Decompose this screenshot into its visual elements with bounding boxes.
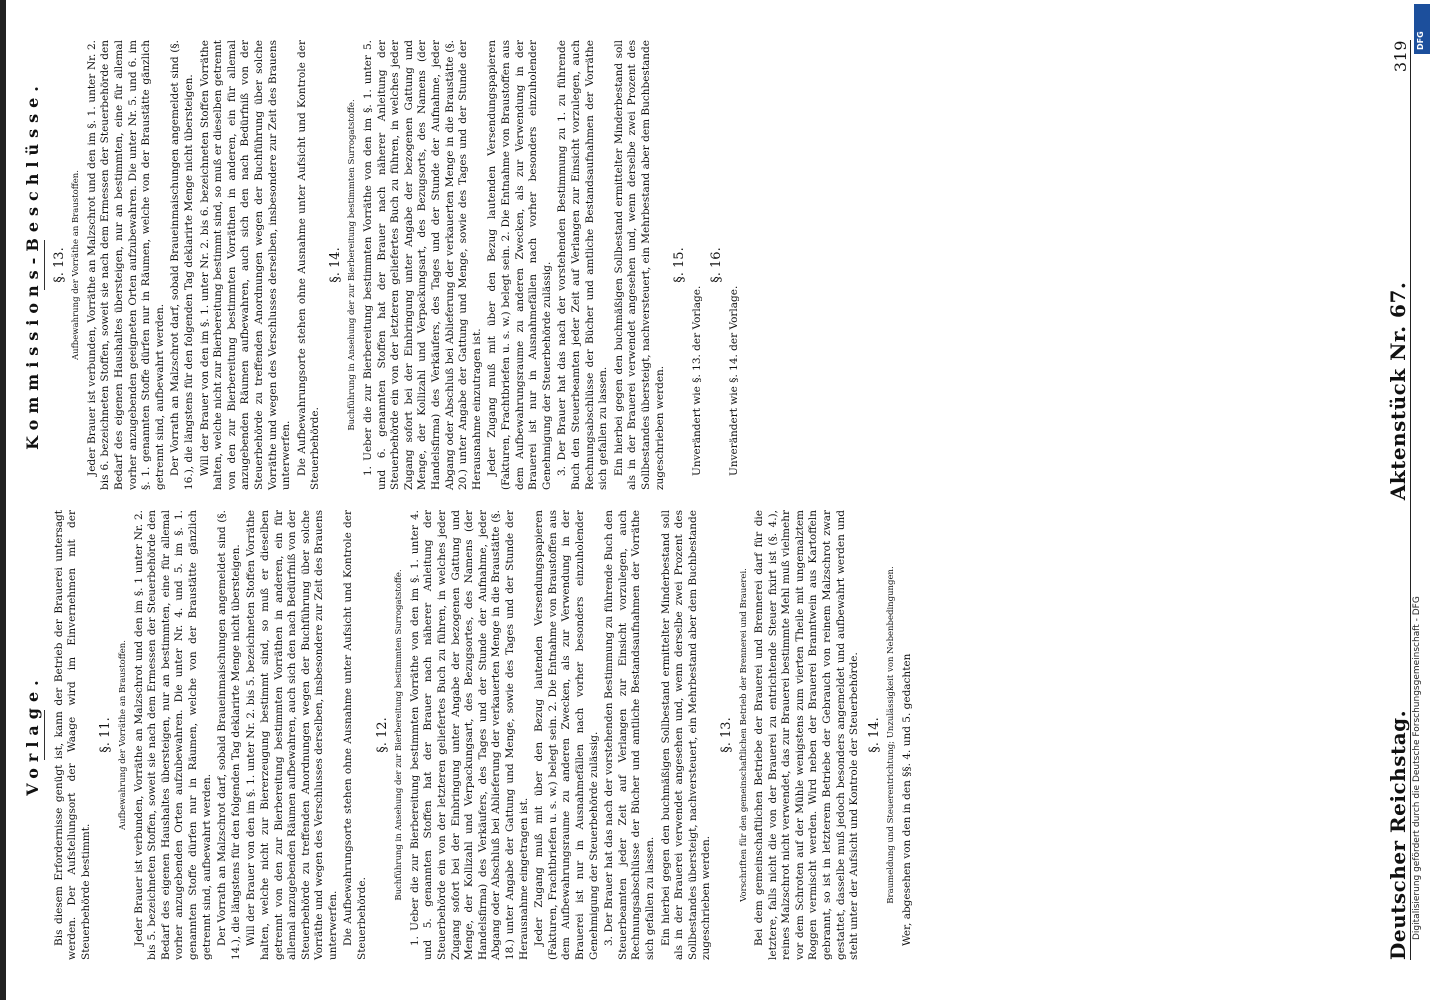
paragraph: Die Aufbewahrungsorte stehen ohne Ausnahme unter Aufsicht und Kontrole der Steuerbehörde. [295, 40, 322, 490]
divider [44, 240, 45, 290]
section-title: §. 15. [672, 247, 688, 283]
paragraph: Ein hierbei gegen den buchmäßigen Sollbestand ermittelter Minderbestand soll als in der Brauerei verwendet angesehen und, wenn derselbe zwei Prozent des Sollbestandes übersteigt, nachversteuert, ein Mehrbestand aber dem Buchbestande zugeschrieben werden. [612, 40, 666, 490]
section-title: §. 11. [98, 717, 114, 753]
vorlage-intro: Bis diesem Erfordernisse genügt ist, kann der Betrieb der Brauerei untersagt werden. Der Aufstellungsort der Waage wird im Einvernehmen mit der Steuerbehörde bestimmt. [52, 510, 92, 960]
paragraph: Der Vorrath an Malzschrot darf, sobald Braueinmaischungen angemeldet sind (§. 16.), die längstens für den folgenden Tag deklarirte Menge nicht übersteigen. [169, 40, 195, 490]
section-subtitle: Vorschriften für den gemeinschaftlichen Betrieb der Brennerei und Brauerei. [738, 568, 749, 902]
vorlage-column [20, 510, 917, 960]
section-subtitle: Braumeldung und Steuerentrichtung; Unzulässigkeit von Nebenbedingungen. [886, 566, 897, 904]
paragraph: 3. Der Brauer hat das nach der vorstehenden Bestimmung zu führende Buch den Steuerbeamten jeder Zeit auf Verlangen zur Einsicht vorzulegen, auch Rechnungsabschlüsse der Bücher und amtliche Bestandsaufnahmen der Vorräthe sich gefallen zu lassen. [603, 510, 656, 960]
paragraph: 1. Ueber die zur Bierbereitung bestimmten Vorräthe von den im §. 1. unter 5. und 6. genannten Stoffen hat der Brauer nach näherer Anleitung der Steuerbehörde ein von der letzteren geliefertes Buch zu führen, in welches jeder Zugang sofort bei der Einbringung unter Angabe der bezogenen Gattung und Menge, der Kollizahl und Verpackungsart, des Bezugsorts, des Namens (der Handelsfirma) des Verkäufers, des Tages und der Stunde der Aufnahme, jeder Abgang oder Abschluß bei Ablieferung der verkauerten Menge in die Braustätte (§. 20.) unter Angabe der Gattung und Menge, sowie des Tages und der Stunde der Herausnahme einzutragen ist. [362, 40, 483, 490]
dfg-logo-text: DFG [1416, 31, 1425, 50]
page-number: 319 [1391, 40, 1410, 73]
paragraph: Will der Brauer von den im §. 1. unter Nr. 2. bis 6. bezeichneten Stoffen Vorräthe halten, welche nicht zur Bierbereitung bestimmt sind, so muß er dieselben getrennt von den zur Bierbereitung bestimmten Vorräthen in anderen, ein für allemal anzugebenden Räumen aufbewahren, auch sich den nach Bedürfniß von der Steuerbehörde zu treffenden Anordnungen wegen der Buchführung über solche Vorräthe und wegen des Verschlusses derselben, insbesondere zur Zeit des Brauens unterwerfen. [198, 40, 293, 490]
paragraph: 3. Der Brauer hat das nach der vorstehenden Bestimmung zu 1. zu führende Buch den Steuerbeamten jeder Zeit auf Verlangen zur Einsicht vorzulegen, auch Rechnungsabschlüsse der Bücher und amtliche Bestandsaufnahmen der Vorräthe sich gefallen zu lassen. [556, 40, 610, 490]
dfg-logo [1414, 4, 1430, 54]
paragraph: Der Vorrath an Malzschrot darf, sobald Braueinmaischungen angemeldet sind (§. 14.), die längstens für den folgenden Tag deklarirte Menge nicht übersteigen. [216, 510, 242, 960]
section-title: §. 13. [718, 717, 734, 753]
header-center: Aktenstück Nr. 67. [1386, 281, 1410, 501]
section-subtitle: Aufbewahrung der Vorräthe an Braustoffen. [117, 640, 128, 830]
paragraph: Die Aufbewahrungsorte stehen ohne Ausnahme unter Aufsicht und Kontrole der Steuerbehörde. [342, 510, 369, 960]
paragraph: Jeder Brauer ist verbunden, Vorräthe an Malzschrot und den im §. 1 unter Nr. 2. bis 5. bezeichneten Stoffen, soweit sie nach dem Ermessen der Steuerbehörde den Bedarf des eigenen Haushaltes übersteigen, nur an bestimmten, eine für allemal vorher anzugebenden Orten aufzubewahren. Die unter Nr. 4. und 5. im §. 1. genannten Stoffe dürfen nur in Räumen, welche von der Braustätte gänzlich getrennt sind, aufbewahrt werden. [132, 510, 213, 960]
kommission-column [20, 40, 744, 490]
section-title: §. 12. [374, 717, 390, 753]
paragraph: Jeder Zugang muß mit über den Bezug lautenden Versendungspapieren (Fakturen, Frachtbriefen u. s. w.) belegt sein. 2. Die Entnahme von Braustoffen aus dem Aufbewahrungsraume zu anderen Zwecken, als zur Verwendung in der Brauerei ist nur in Ausnahmefällen nach vorher besonders einzuholender Genehmigung der Steuerbehörde zulässig. [486, 40, 553, 490]
paragraph: Wer, abgesehen von den in den §§. 4. und 5. gedachten [901, 653, 914, 946]
section-title: §. 14. [327, 247, 343, 283]
divider [44, 710, 45, 760]
section-title: §. 16. [709, 247, 725, 283]
paragraph: Jeder Brauer ist verbunden, Vorräthe an Malzschrot und den im §. 1. unter Nr. 2. bis 6. bezeichneten Stoffen, soweit sie nach dem Ermessen der Steuerbehörde den Bedarf des eigenen Haushaltes übersteigen, nur an bestimmten, eine für allemal vorher anzugebenden geeigneten Orten aufzubewahren. Die unter Nr. 5. und 6. im §. 1. genannten Stoffe dürfen nur in Räumen, welche von der Braustätte gänzlich getrennt sind, aufbewahrt werden. [85, 40, 166, 490]
paragraph: Bei dem gemeinschaftlichen Betriebe der Brauerei und Brennerei darf für die letztere, falls nicht die von der Brauerei zu entrichtende Steuer fixirt ist (§. 4.), reines Malzschrot nicht verwendet, das zur Brauerei bestimmte Mehl muß vielmehr vor dem Schroten auf der Mühle wenigstens zum vierten Theile mit ungemalztem Roggen vermischt werden. Wird neben der Brauerei Branntwein aus Kartoffeln gebrannt, so ist in letzterem Betriebe der Gebrauch von reinem Malzschrot zwar gestattet, dasselbe muß jedoch besonders angemeldet und aufbewahrt werden und steht unter der Aufsicht und Kontrole der Steuerbehörde. [753, 510, 861, 960]
section-subtitle: Buchführung in Ansehung der zur Bierbereitung bestimmten Surrogatstoffe. [347, 99, 358, 431]
paragraph: Jeder Zugang muß mit über den Bezug lautenden Versendungspapieren (Fakturen, Frachtbriefen u. s. w.) belegt sein. 2. Die Entnahme von Braustoffen aus dem Aufbewahrungsraume zu anderen Zwecken, als zur Verwendung in der Brauerei ist nur in Ausnahmefällen nach vorher besonders einzuholender Genehmigung der Steuerbehörde zulässig. [533, 510, 600, 960]
paragraph: Unverändert wie §. 14. der Vorlage. [727, 285, 740, 476]
section-subtitle: Buchführung in Ansehung der zur Bierbereitung bestimmten Surrogatstoffe. [394, 569, 405, 901]
kommission-heading: Kommissions-Beschlüsse. [23, 80, 42, 450]
header-left: Deutscher Reichstag. [1386, 709, 1410, 960]
section-title: §. 14. [866, 717, 882, 753]
paragraph: 1. Ueber die zur Bierbereitung bestimmten Vorräthe von den im §. 1. unter 4. und 5. genannten Stoffen hat der Brauer nach näherer Anleitung der Steuerbehörde ein von der letzteren geliefertes Buch zu führen, in welches jeder Zugang sofort bei der Einbringung unter Angabe der bezogenen Gattung und Menge, der Kollizahl und Verpackungsart, des Bezugsortes, des Namens (der Handelsfirma) des Verkäufers, des Tages und der Stunde der Aufnahme, jeder Abgang oder Abschluß bei Ablieferung der verkauerten Menge in die Braustätte (§. 18.) unter Angabe der Gattung und Menge, sowie des Tages und der Stunde der Herausnahme eingetragen ist. [408, 510, 530, 960]
paragraph: Ein hierbei gegen den buchmäßigen Sollbestand ermittelter Minderbestand soll als in der Brauerei verwendet angesehen und, wenn derselbe zwei Prozent des Sollbestandes übersteigt, nachversteuert, ein Mehrbestand aber dem Buchbestande zugeschrieben werden. [659, 510, 713, 960]
dfg-credit-text: Digitalisierung gefördert durch die Deutsche Forschungsgemeinschaft - DFG [1412, 596, 1422, 940]
paragraph: Will der Brauer von den im §. 1. unter Nr. 2. bis 5. bezeichneten Stoffen Vorräthe halten, welche nicht zur Biererzeugung bestimmt sind, so muß er dieselben getrennt von den zur Bierbereitung bestimmten Vorräthen in anderen, ein für allemal anzugebenden Räumen aufbewahren, auch sich den nach Bedürfniß von der Steuerbehörde zu treffenden Anordnungen wegen der Buchführung über solche Vorräthe und wegen des Verschlusses derselben, insbesondere zur Zeit des Brauens unterwerfen. [245, 510, 339, 960]
vorlage-heading: Vorlage. [23, 674, 42, 796]
section-title: §. 13. [51, 247, 67, 283]
dfg-credit [1412, 60, 1432, 940]
section-subtitle: Aufbewahrung der Vorräthe an Braustoffen. [71, 170, 82, 360]
paragraph: Unverändert wie §. 13. der Vorlage. [690, 285, 703, 476]
